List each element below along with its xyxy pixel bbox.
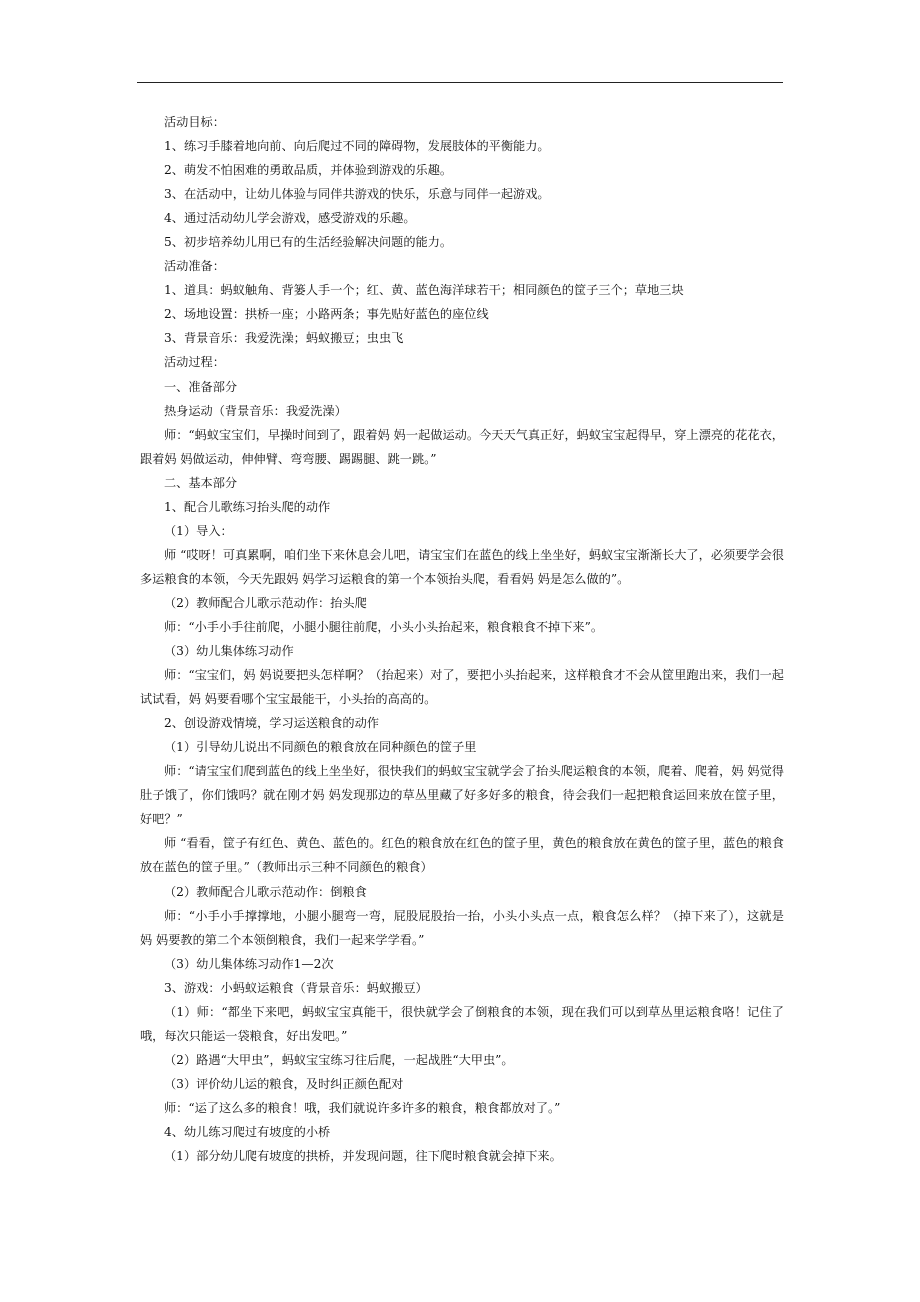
document-body bbox=[140, 110, 784, 1168]
paragraph: 一、准备部分 bbox=[164, 379, 238, 394]
paragraph: （3）幼儿集体练习动作 bbox=[164, 644, 294, 659]
paragraph: （1）导入： bbox=[164, 523, 233, 538]
paragraph: 3、背景音乐：我爱洗澡；蚂蚁搬豆；虫虫飞 bbox=[164, 331, 404, 346]
paragraph: 师：“小手小手往前爬，小腿小腿往前爬，小头小头抬起来，粮食粮食不掉下来”。 bbox=[164, 619, 604, 634]
paragraph: （2）教师配合儿歌示范动作：抬头爬 bbox=[164, 595, 367, 610]
paragraph: 热身运动（背景音乐：我爱洗澡） bbox=[164, 403, 347, 418]
paragraph: （2）路遇“大甲虫”，蚂蚁宝宝练习往后爬，一起战胜“大甲虫”。 bbox=[164, 1052, 514, 1067]
paragraph: 师：“请宝宝们爬到蓝色的线上坐坐好，很快我们的蚂蚁宝宝就学会了抬头爬运粮食的本领，爬着、爬着，妈 妈觉得肚子饿了，你们饿吗？就在刚才妈 妈发现那边的草丛里藏了好多好多的粮食，待会我们一起把粮食运回来放在筐子里，好吧？” bbox=[140, 764, 784, 827]
paragraph: 师：“蚂蚁宝宝们，早操时间到了，跟着妈 妈一起做运动。今天天气真正好，蚂蚁宝宝起得早，穿上漂亮的花花衣，跟着妈 妈做运动，伸伸臂、弯弯腰、踢踢腿、跳一跳。” bbox=[140, 427, 784, 466]
paragraph: 2、场地设置：拱桥一座；小路两条；事先贴好蓝色的座位线 bbox=[164, 307, 489, 322]
paragraph: 1、道具：蚂蚁触角、背篓人手一个；红、黄、蓝色海洋球若干；相同颜色的筐子三个；草地三块 bbox=[164, 283, 684, 298]
paragraph: 1、配合儿歌练习抬头爬的动作 bbox=[164, 499, 331, 514]
paragraph: 3、游戏：小蚂蚁运粮食（背景音乐：蚂蚁搬豆） bbox=[164, 980, 428, 995]
paragraph: 二、基本部分 bbox=[164, 475, 238, 490]
paragraph: 活动准备： bbox=[164, 259, 225, 274]
paragraph: 2、萌发不怕困难的勇敢品质，并体验到游戏的乐趣。 bbox=[164, 163, 453, 178]
paragraph: 活动过程： bbox=[164, 355, 225, 370]
paragraph: 5、初步培养幼儿用已有的生活经验解决问题的能力。 bbox=[164, 235, 453, 250]
paragraph: 师 “看看，筐子有红色、黄色、蓝色的。红色的粮食放在红色的筐子里，黄色的粮食放在黄色的筐子里，蓝色的粮食放在蓝色的筐子里。”（教师出示三种不同颜色的粮食） bbox=[140, 836, 784, 875]
paragraph: 师：“宝宝们，妈 妈说要把头怎样啊？（抬起来）对了，要把小头抬起来，这样粮食才不会从筐里跑出来，我们一起试试看，妈 妈要看哪个宝宝最能干，小头抬的高高的。 bbox=[140, 668, 784, 707]
paragraph: 4、幼儿练习爬过有坡度的小桥 bbox=[164, 1124, 331, 1139]
paragraph: 3、在活动中，让幼儿体验与同伴共游戏的快乐，乐意与同伴一起游戏。 bbox=[164, 187, 550, 202]
paragraph: 4、通过活动幼儿学会游戏，感受游戏的乐趣。 bbox=[164, 211, 416, 226]
paragraph: （2）教师配合儿歌示范动作：倒粮食 bbox=[164, 884, 367, 899]
paragraph: （1）部分幼儿爬有坡度的拱桥，并发现问题，往下爬时粮食就会掉下来。 bbox=[164, 1149, 562, 1164]
paragraph: 活动目标： bbox=[164, 115, 225, 129]
paragraph: 师：“小手小手撑撑地，小腿小腿弯一弯，屁股屁股抬一抬，小头小头点一点，粮食怎么样？（掉下来了），这就是妈 妈要教的第二个本领倒粮食，我们一起来学学看。” bbox=[140, 908, 784, 947]
paragraph: 1、练习手膝着地向前、向后爬过不同的障碍物，发展肢体的平衡能力。 bbox=[164, 139, 550, 154]
paragraph: （3）评价幼儿运的粮食，及时纠正颜色配对 bbox=[164, 1076, 404, 1091]
paragraph: 师：“运了这么多的粮食！哦，我们就说许多许多的粮食，粮食都放对了。” bbox=[164, 1100, 561, 1115]
paragraph: 师 “哎呀！可真累啊，咱们坐下来休息会儿吧，请宝宝们在蓝色的线上坐坐好，蚂蚁宝宝渐渐长大了，必须要学会很多运粮食的本领，今天先跟妈 妈学习运粮食的第一个本领抬头爬，看看妈 妈是怎么做的”。 bbox=[140, 547, 784, 586]
paragraph: （1）师：“都坐下来吧，蚂蚁宝宝真能干，很快就学会了倒粮食的本领，现在我们可以到草丛里运粮食咯！记住了哦，每次只能运一袋粮食，好出发吧。” bbox=[140, 1004, 784, 1043]
header-rule bbox=[137, 82, 783, 83]
paragraph: 2、创设游戏情境，学习运送粮食的动作 bbox=[164, 716, 379, 731]
paragraph: （1）引导幼儿说出不同颜色的粮食放在同种颜色的筐子里 bbox=[164, 740, 477, 755]
paragraph: （3）幼儿集体练习动作1—2次 bbox=[164, 956, 334, 971]
